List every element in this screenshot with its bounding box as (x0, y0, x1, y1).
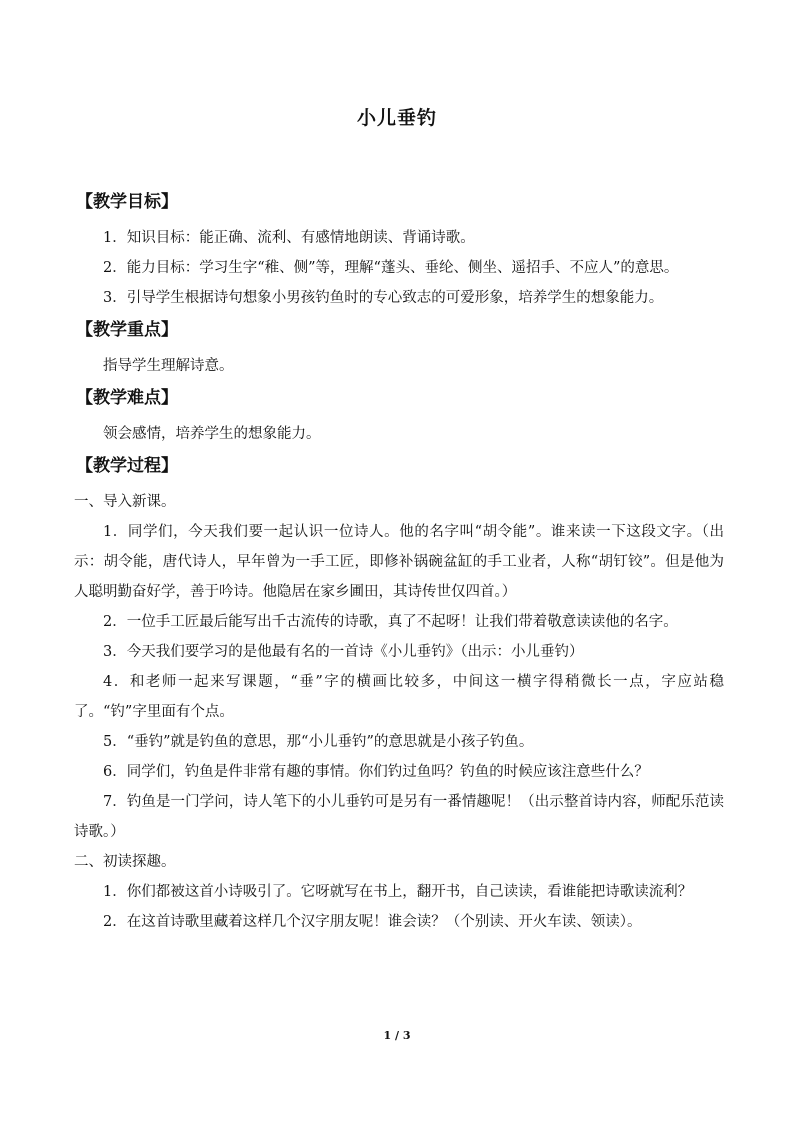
key-points-heading: 【教学重点】 (76, 320, 178, 340)
process-item: 2．在这首诗歌里藏着这样几个汉字朋友呢！谁会读？（个别读、开火车读、领读）。 (103, 914, 642, 930)
process-item: 4．和老师一起来写课题，“垂”字的横画比较多，中间这一横字得稍微长一点，字应站稳了。“钓”字里面有个点。 (74, 674, 724, 720)
difficulties-text: 领会感情，培养学生的想象能力。 (103, 426, 321, 442)
process-item: 2．一位手工匠最后能写出千古流传的诗歌，真了不起呀！让我们带着敬意读读他的名字。 (103, 614, 678, 630)
part1-title: 一、导入新课。 (74, 494, 176, 510)
difficulties-heading: 【教学难点】 (76, 388, 178, 408)
goal-item: 2．能力目标：学习生字“稚、侧”等，理解“蓬头、垂纶、侧坐、遥招手、不应人”的意思。 (103, 260, 679, 276)
process-item: 1．同学们，今天我们要一起认识一位诗人。他的名字叫“胡令能”。谁来读一下这段文字。（出示：胡令能，唐代诗人，早年曾为一手工匠，即修补锅碗盆缸的手工业者，人称“胡钉铰”。但是他为人聪明勤奋好学，善于吟诗。他隐居在家乡圃田，其诗传世仅四首。） (74, 524, 724, 600)
key-points-text: 指导学生理解诗意。 (103, 358, 234, 374)
document-body (74, 185, 724, 937)
part2-title: 二、初读探趣。 (74, 854, 176, 870)
goal-item: 3．引导学生根据诗句想象小男孩钓鱼时的专心致志的可爱形象，培养学生的想象能力。 (103, 290, 664, 306)
process-heading: 【教学过程】 (76, 456, 178, 476)
goals-heading: 【教学目标】 (76, 192, 178, 212)
process-item: 5．“垂钓”就是钓鱼的意思，那“小儿垂钓”的意思就是小孩子钓鱼。 (103, 734, 534, 750)
document-title: 小儿垂钓 (356, 107, 437, 129)
process-item: 1．你们都被这首小诗吸引了。它呀就写在书上，翻开书，自己读读，看谁能把诗歌读流利？ (103, 884, 693, 900)
process-item: 6．同学们，钓鱼是件非常有趣的事情。你们钓过鱼吗？钓鱼的时候应该注意些什么？ (103, 764, 649, 780)
process-item: 7．钓鱼是一门学问，诗人笔下的小儿垂钓可是另有一番情趣呢！（出示整首诗内容，师配乐范读诗歌。） (74, 794, 724, 840)
process-item: 3．今天我们要学习的是他最有名的一首诗《小儿垂钓》（出示：小儿垂钓） (103, 644, 584, 660)
goal-item: 1．知识目标：能正确、流利、有感情地朗读、背诵诗歌。 (103, 230, 475, 246)
page-number: 1 / 3 (383, 1029, 411, 1042)
